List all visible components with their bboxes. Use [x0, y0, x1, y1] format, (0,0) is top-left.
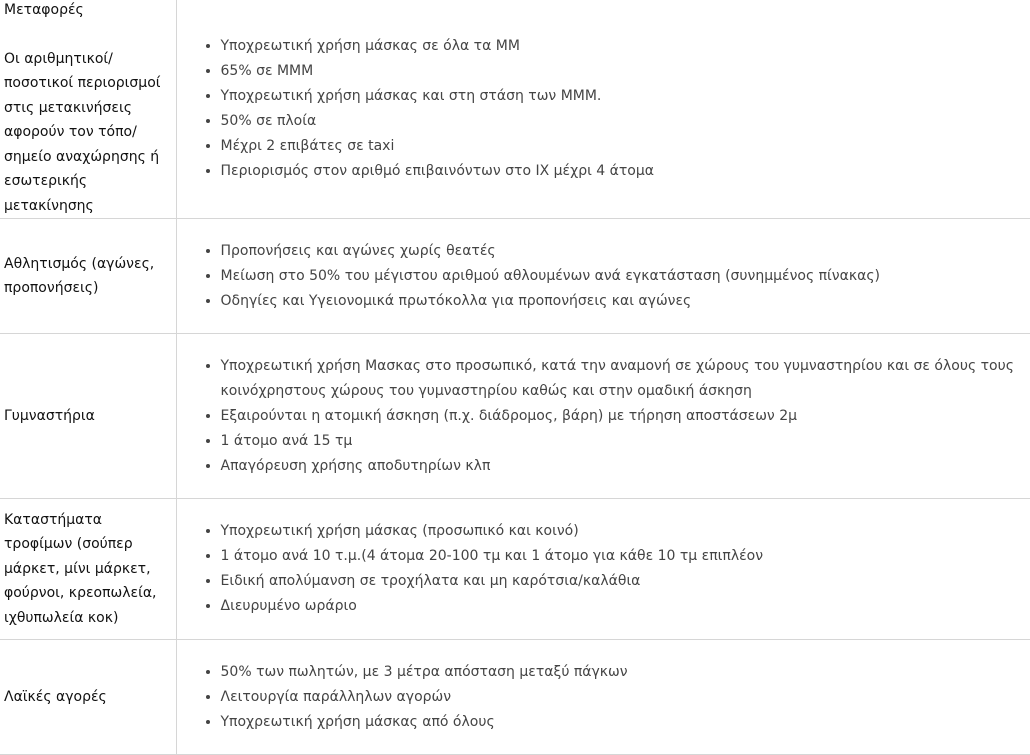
category-cell: [0, 219, 176, 334]
table-row: [0, 0, 1030, 219]
list-item: • Λειτουργία παράλληλων αγορών: [221, 685, 1021, 710]
measures-list: [201, 660, 1021, 735]
list-item: • Ειδική απολύμανση σε τροχήλατα και μη καρότσια/καλάθια: [221, 569, 1021, 594]
list-item: • Μείωση στο 50% του μέγιστου αριθμού αθλουμένων ανά εγκατάσταση (συνημμένος πίνακας): [221, 264, 1021, 289]
category-label: Μεταφορές: [4, 2, 84, 18]
category-label: Αθλητισμός (αγώνες, προπονήσεις): [4, 255, 155, 296]
list-item: • Εξαιρούνται η ατομική άσκηση (π.χ. διάδρομος, βάρη) με τήρηση αποστάσεων 2μ: [221, 404, 1021, 429]
list-item: • Υποχρεωτική χρήση μάσκας και στη στάση των ΜΜΜ.: [221, 84, 1021, 109]
list-item: • Υποχρεωτική χρήση μάσκας από όλους: [221, 710, 1021, 735]
list-item: • Προπονήσεις και αγώνες χωρίς θεατές: [221, 239, 1021, 264]
table-row: [0, 499, 1030, 640]
list-item: • Μέχρι 2 επιβάτες σε taxi: [221, 134, 1021, 159]
category-label: Καταστήματα τροφίμων (σούπερ μάρκετ, μίνι μάρκετ, φούρνοι, κρεοπωλεία, ιχθυπωλεία κοκ): [4, 511, 157, 626]
measures-cell: [176, 219, 1030, 334]
measures-cell: [176, 334, 1030, 499]
list-item: • 65% σε ΜΜΜ: [221, 59, 1021, 84]
category-note: Οι αριθμητικοί/ ποσοτικοί περιορισμοί στις μετακινήσεις αφορούν τον τόπο/ σημείο αναχώρησης ή εσωτερικής μετακίνησης: [4, 50, 161, 214]
measures-list: [201, 239, 1021, 314]
list-item: • 1 άτομο ανά 10 τ.μ.(4 άτομα 20-100 τμ και 1 άτομο για κάθε 10 τμ επιπλέον: [221, 544, 1021, 569]
measures-cell: [176, 640, 1030, 755]
category-cell: [0, 640, 176, 755]
list-item: • 50% σε πλοία: [221, 109, 1021, 134]
list-item: • Υποχρεωτική χρήση Μασκας στο προσωπικό, κατά την αναμονή σε χώρους του γυμναστηρίου και σε όλους τους κοινόχρηστους χώρους του γυμναστηρίου καθώς και στην ομαδική άσκηση: [221, 354, 1021, 404]
list-item: • 1 άτομο ανά 15 τμ: [221, 429, 1021, 454]
table-row: [0, 219, 1030, 334]
table-row: [0, 640, 1030, 755]
table-row: [0, 334, 1030, 499]
list-item: • Διευρυμένο ωράριο: [221, 594, 1021, 619]
list-item: • Περιορισμός στον αριθμό επιβαινόντων στο ΙΧ μέχρι 4 άτομα: [221, 159, 1021, 184]
measures-list: [201, 354, 1021, 479]
list-item: • Υποχρεωτική χρήση μάσκας (προσωπικό και κοινό): [221, 519, 1021, 544]
measures-cell: [176, 0, 1030, 219]
category-label: Λαϊκές αγορές: [4, 688, 107, 705]
measures-cell: [176, 499, 1030, 640]
measures-list: [201, 519, 1021, 619]
category-label: Γυμναστήρια: [4, 407, 95, 424]
list-item: • Υποχρεωτική χρήση μάσκας σε όλα τα ΜΜ: [221, 34, 1021, 59]
category-cell: [0, 499, 176, 640]
category-cell: [0, 0, 176, 219]
list-item: • Απαγόρευση χρήσης αποδυτηρίων κλπ: [221, 454, 1021, 479]
category-cell: [0, 334, 176, 499]
measures-list: [201, 34, 1021, 184]
list-item: • 50% των πωλητών, με 3 μέτρα απόσταση μεταξύ πάγκων: [221, 660, 1021, 685]
list-item: • Οδηγίες και Υγειονομικά πρωτόκολλα για προπονήσεις και αγώνες: [221, 289, 1021, 314]
